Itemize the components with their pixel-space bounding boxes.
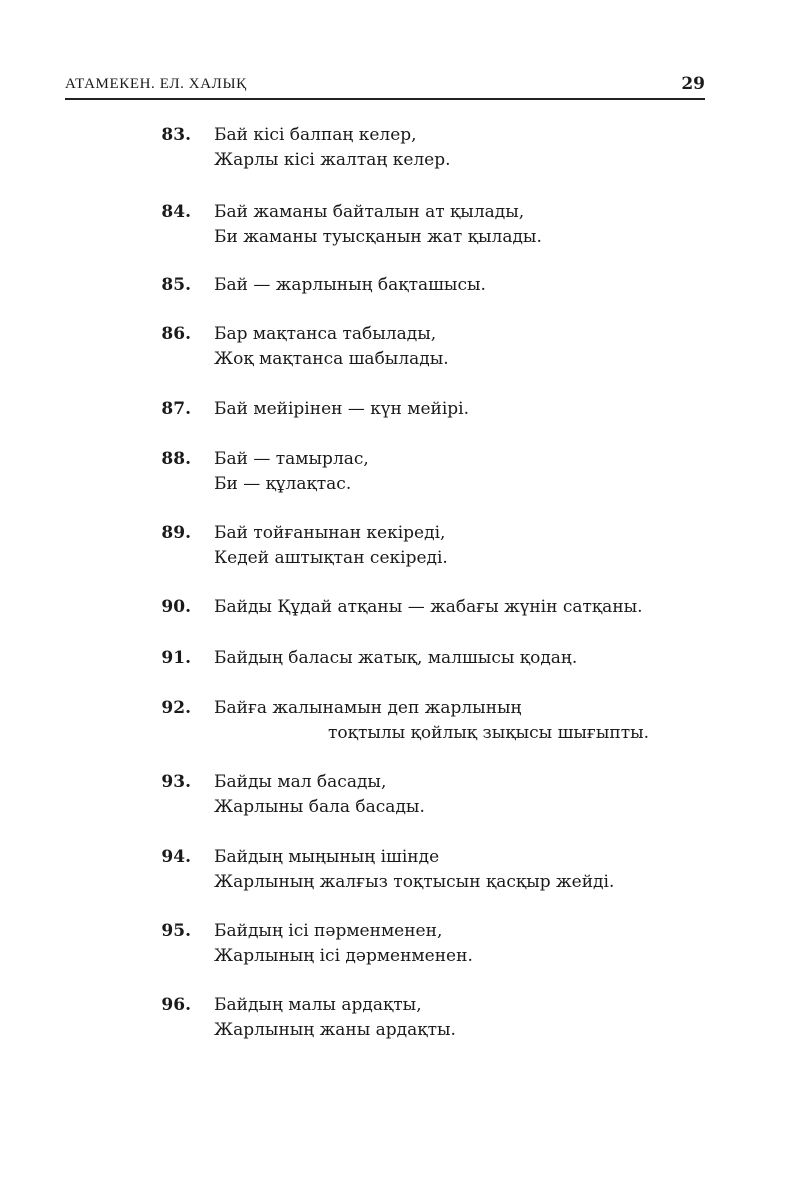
proverb-line: Би — құлақтас. <box>214 474 352 494</box>
proverb-line: Байдың баласы жатық, малшысы қодаң. <box>214 648 578 668</box>
proverb-number: 83. <box>161 125 191 145</box>
running-header-title: АТАМЕКЕН. ЕЛ. ХАЛЫҚ <box>65 76 247 92</box>
proverb-line: Байдың мыңының ішінде <box>214 847 440 867</box>
proverb-line: Бай мейірінен — күн мейірі. <box>214 399 469 419</box>
proverb-line: Жарлының жалғыз тоқтысын қасқыр жейді. <box>214 872 615 892</box>
proverb-number: 89. <box>161 523 191 543</box>
proverb-number: 90. <box>161 597 191 617</box>
proverb-number: 88. <box>161 449 191 469</box>
proverb-number: 94. <box>161 847 191 867</box>
proverb-number: 85. <box>161 275 191 295</box>
proverb-line: Бай — тамырлас, <box>214 449 369 469</box>
proverb-line: Бай — жарлының бақташысы. <box>214 275 486 295</box>
page-number: 29 <box>681 74 705 94</box>
proverb-line: Байды Құдай атқаны — жабағы жүнін сатқаны. <box>214 597 643 617</box>
proverb-number: 87. <box>161 399 191 419</box>
proverb-number: 93. <box>161 772 191 792</box>
proverb-line: Бай жаманы байталын ат қылады, <box>214 202 525 222</box>
running-header <box>65 74 705 100</box>
proverb-number: 96. <box>161 995 191 1015</box>
proverb-line: Жарлы кісі жалтаң келер. <box>214 150 451 170</box>
proverb-line: Байды мал басады, <box>214 772 387 792</box>
proverb-number: 95. <box>161 921 191 941</box>
proverb-number: 84. <box>161 202 191 222</box>
proverb-line: Жарлыны бала басады. <box>214 797 425 817</box>
proverb-line: Жарлының ісі дәрменменен. <box>214 946 473 966</box>
proverb-line: Бар мақтанса табылады, <box>214 324 437 344</box>
proverb-line: Бай кісі балпаң келер, <box>214 125 417 145</box>
proverb-number: 92. <box>161 698 191 718</box>
proverb-number: 91. <box>161 648 191 668</box>
proverb-line: Жарлының жаны ардақты. <box>214 1020 456 1040</box>
proverb-line: Би жаманы туысқанын жат қылады. <box>214 227 542 247</box>
proverb-line: Байға жалынамын деп жарлының <box>214 698 522 718</box>
proverb-line: Байдың ісі пәрменменен, <box>214 921 443 941</box>
proverb-line-continuation: тоқтылы қойлық зықысы шығыпты. <box>328 723 650 743</box>
proverb-line: Байдың малы ардақты, <box>214 995 422 1015</box>
proverb-line: Бай тойғанынан кекіреді, <box>214 523 446 543</box>
proverb-line: Жоқ мақтанса шабылады. <box>214 349 449 369</box>
proverb-line: Кедей аштықтан секіреді. <box>214 548 448 568</box>
proverb-number: 86. <box>161 324 191 344</box>
